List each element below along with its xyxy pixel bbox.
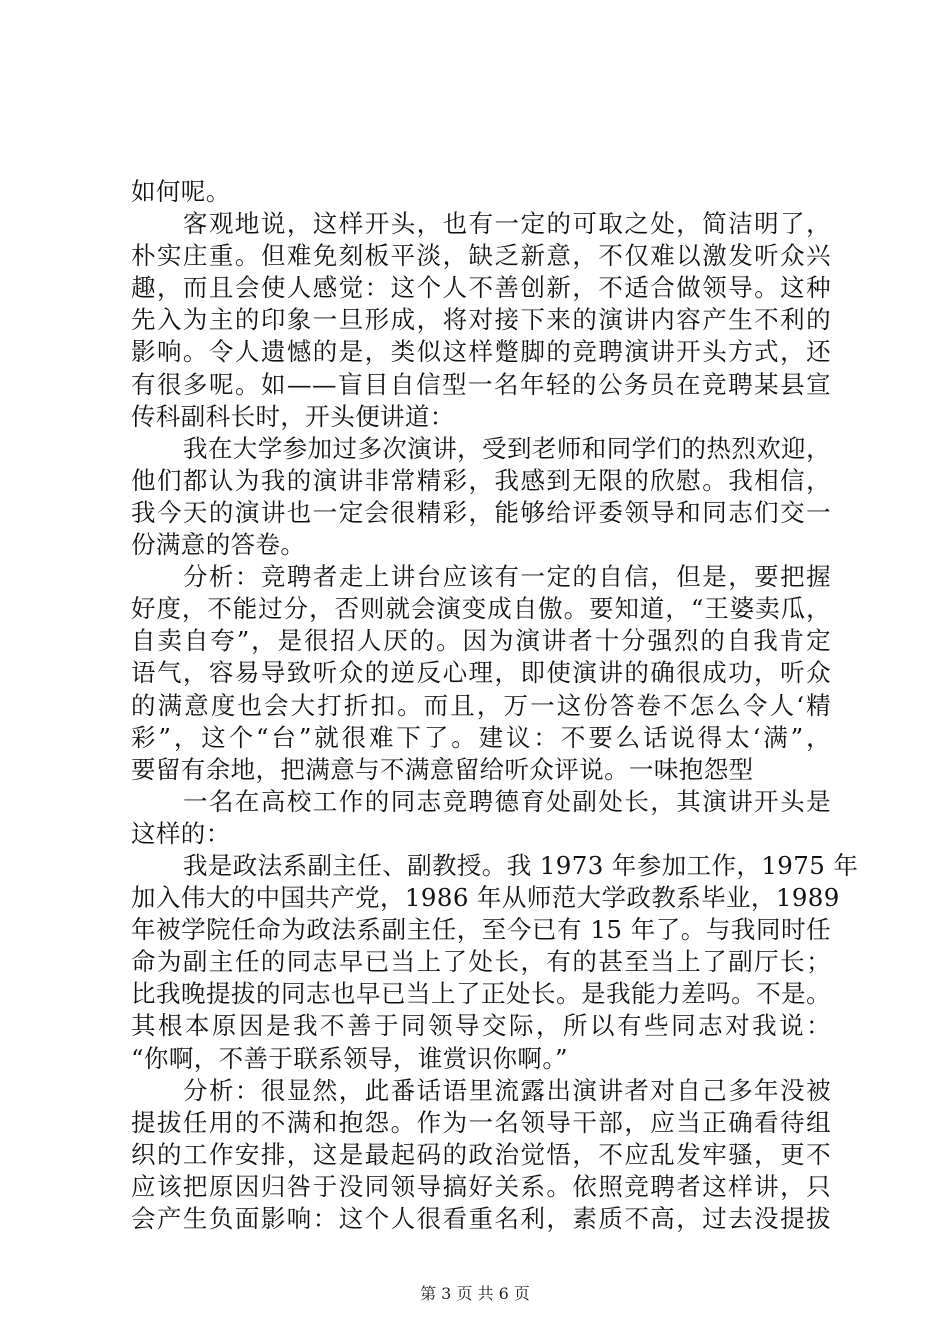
text-line: 自卖自夸”，是很招人厌的。因为演讲者十分强烈的自我肯定 [131,626,831,656]
text-line: 年被学院任命为政法系副主任，至今已有 15 年了。与我同时任 [131,915,831,945]
text-line: 要留有余地，把满意与不满意留给听众评说。一味抱怨型 [131,754,754,784]
text-line: 他们都认为我的演讲非常精彩，我感到无限的欣慰。我相信， [131,465,831,495]
text-line: 命为副主任的同志早已当上了处长，有的甚至当上了副厅长； [131,947,831,977]
text-line: 我在大学参加过多次演讲，受到老师和同学们的热烈欢迎， [183,433,831,463]
text-line: 传科副科长时，开头便讲道： [131,401,455,431]
page-footer: 第 3 页 共 6 页 [420,1284,530,1303]
text-line: “你啊，不善于联系领导，谁赏识你啊。” [131,1043,568,1073]
text-line: 一名在高校工作的同志竞聘德育处副处长，其演讲开头是 [183,786,831,816]
text-line: 比我晚提拔的同志也早已当上了正处长。是我能力差吗。不是。 [131,979,831,1009]
document-body [131,176,859,1235]
text-line: 先入为主的印象一旦形成，将对接下来的演讲内容产生不利的 [131,305,831,335]
text-line: 语气，容易导致听众的逆反心理，即使演讲的确很成功，听众 [131,658,831,688]
text-line: 会产生负面影响：这个人很看重名利，素质不高，过去没提拔 [131,1204,831,1233]
text-line: 客观地说，这样开头，也有一定的可取之处，简洁明了， [183,209,831,239]
text-line: 朴实庄重。但难免刻板平淡，缺乏新意，不仅难以激发听众兴 [131,241,831,271]
text-line: 其根本原因是我不善于同领导交际，所以有些同志对我说： [131,1011,831,1041]
text-line: 份满意的答卷。 [131,530,306,560]
text-line: 织的工作安排，这是最起码的政治觉悟，不应乱发牢骚，更不 [131,1139,831,1169]
text-line: 加入伟大的中国共产党，1986 年从师范大学政教系毕业，1989 [131,883,840,913]
text-line: 趣，而且会使人感觉：这个人不善创新，不适合做领导。这种 [131,273,831,303]
text-line: 应该把原因归咎于没同领导搞好关系。依照竞聘者这样讲，只 [131,1171,831,1201]
text-line: 如何呢。 [131,177,231,206]
text-line: 分析：竞聘者走上讲台应该有一定的自信，但是，要把握 [183,562,831,592]
text-line: 的满意度也会大打折扣。而且，万一这份答卷不怎么令人‘精 [131,690,831,720]
text-line: 影响。令人遗憾的是，类似这样蹩脚的竞聘演讲开头方式，还 [131,337,831,367]
text-line: 有很多呢。如——盲目自信型一名年轻的公务员在竞聘某县宣 [131,369,831,399]
text-line: 彩”，这个“台”就很难下了。建议：不要么话说得太‘满”， [131,722,831,752]
text-line: 我今天的演讲也一定会很精彩，能够给评委领导和同志们交一 [131,497,831,527]
text-line: 提拔任用的不满和抱怨。作为一名领导干部，应当正确看待组 [131,1107,831,1137]
text-line: 好度，不能过分，否则就会演变成自傲。要知道，“王婆卖瓜， [131,594,831,624]
text-line: 分析：很显然，此番话语里流露出演讲者对自己多年没被 [183,1075,831,1105]
text-line: 这样的： [131,818,231,848]
text-line: 我是政法系副主任、副教授。我 1973 年参加工作，1975 年 [183,850,859,880]
